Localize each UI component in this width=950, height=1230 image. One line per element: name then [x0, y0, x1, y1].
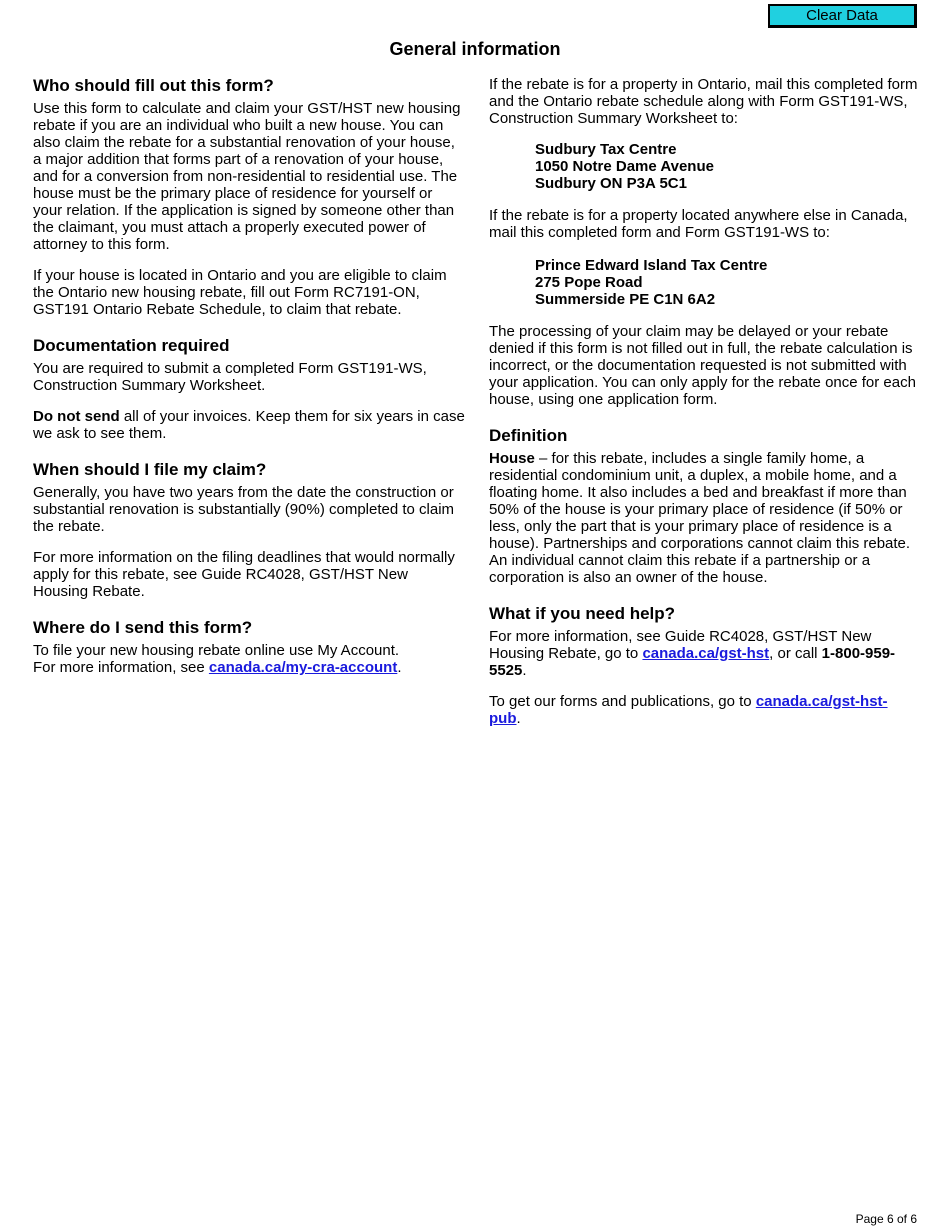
- do-not-send-bold: Do not send: [33, 408, 120, 425]
- more-info-prefix: For more information, see: [33, 659, 209, 676]
- definition-body: – for this rebate, includes a single family home, a residential condominium unit, a duplex, a mobile home, and a floating home. It also includes a bed and breakfast if more than 50% of the house is your primary place of residence (if 50% or less, only the part that is your primary place of residence is a house). Partnerships and corporations cannot claim this rebate. An individual cannot claim this rebate if a partnership or a corporation is also an owner of the house.: [489, 450, 911, 586]
- definition-text: [489, 450, 919, 586]
- where-send-heading: Where do I send this form?: [33, 618, 253, 637]
- my-cra-account-link[interactable]: canada.ca/my-cra-account: [208, 659, 398, 676]
- when-file-text: Generally, you have two years from the date the construction or substantial renovation is substantially (90%) completed to claim the rebate.: [33, 484, 455, 535]
- processing-text: The processing of your claim may be delayed or your rebate denied if this form is not filled out in full, the rebate calculation is incorrect, or the documentation requested is not submitted with your application. You can only apply for the rebate once for each house, using one application form.: [489, 323, 916, 408]
- gst-hst-link[interactable]: canada.ca/gst-hst: [642, 645, 770, 662]
- more-info-suffix: .: [397, 659, 402, 676]
- address-line: Prince Edward Island Tax Centre: [535, 257, 768, 274]
- ontario-rebate-text: If your house is located in Ontario and you are eligible to claim the Ontario new housing rebate, fill out Form RC7191-ON, GST191 Ontario Rebate Schedule, to claim that rebate.: [33, 267, 447, 318]
- filing-deadlines-text: For more information on the filing deadlines that would normally apply for this rebate, see Guide RC4028, GST/HST New Housing Rebate.: [33, 549, 455, 600]
- address-line: 275 Pope Road: [535, 274, 643, 291]
- documentation-text: You are required to submit a completed Form GST191-WS, Construction Summary Worksheet.: [33, 360, 427, 394]
- forms-prefix: To get our forms and publications, go to: [489, 693, 756, 710]
- left-column: [33, 76, 465, 690]
- address-line: Summerside PE C1N 6A2: [535, 291, 716, 308]
- help-heading: What if you need help?: [489, 604, 676, 623]
- definition-heading: Definition: [489, 426, 568, 445]
- elsewhere-mail-text: If the rebate is for a property located anywhere else in Canada, mail this completed form and Form GST191-WS to:: [489, 207, 908, 241]
- when-file-heading: When should I file my claim?: [33, 460, 267, 479]
- pei-address: [535, 257, 919, 308]
- help-suffix: .: [522, 662, 527, 679]
- sudbury-address: [535, 141, 919, 192]
- page-title: General information: [389, 39, 561, 59]
- page-number: Page 6 of 6: [855, 1212, 917, 1226]
- definition-term: House: [489, 450, 535, 467]
- where-send-text: [33, 642, 465, 676]
- forms-suffix: .: [516, 710, 521, 727]
- address-line: Sudbury Tax Centre: [535, 141, 677, 158]
- help-prefix: For more information, see Guide RC4028, GST/HST New Housing Rebate, go to: [489, 628, 872, 662]
- help-mid: , or call: [769, 645, 822, 662]
- who-should-fill-text: Use this form to calculate and claim your GST/HST new housing rebate if you are an individual who built a new house. You can also claim the rebate for a substantial renovation of your house, a major addition that forms part of a renovation of your house, and for a conversion from non-residential to residential use. The house must be the primary place of residence for yourself or your relation. If the application is signed by someone other than the claimant, you must attach a properly executed power of attorney to this form.: [33, 100, 461, 253]
- help-text: [489, 628, 919, 679]
- ontario-mail-text: If the rebate is for a property in Ontario, mail this completed form and the Ontario rebate schedule along with Form GST191-WS, Construction Summary Worksheet to:: [489, 76, 918, 127]
- gst-hst-pub-link[interactable]: canada.ca/gst-hst-pub: [489, 693, 888, 727]
- who-should-fill-heading: Who should fill out this form?: [33, 76, 274, 95]
- phone-number: 1-800-959-5525: [489, 645, 896, 679]
- clear-data-button[interactable]: Clear Data: [768, 4, 917, 28]
- right-column: [489, 76, 919, 741]
- forms-text: [489, 693, 919, 727]
- file-online-text: To file your new housing rebate online use My Account.: [33, 642, 400, 659]
- do-not-send-text: [33, 408, 465, 442]
- address-line: Sudbury ON P3A 5C1: [535, 175, 687, 192]
- address-line: 1050 Notre Dame Avenue: [535, 158, 714, 175]
- documentation-heading: Documentation required: [33, 336, 230, 355]
- do-not-send-rest: all of your invoices. Keep them for six years in case we ask to see them.: [33, 408, 465, 442]
